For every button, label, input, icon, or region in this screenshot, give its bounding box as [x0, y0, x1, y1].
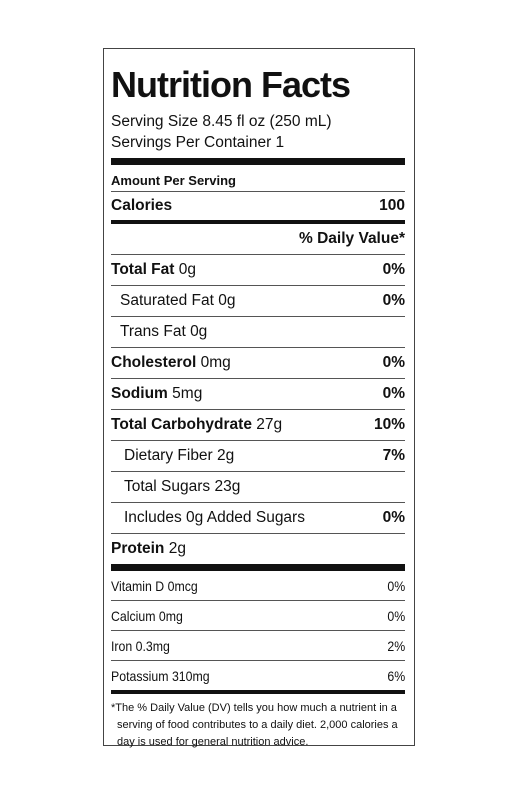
nutrient-dv: 10%	[373, 416, 405, 433]
footnote-line: serving of food contributes to a daily diet. 2,000 calories a	[117, 719, 398, 731]
vitamin-dv: 2%	[387, 637, 405, 654]
footnote	[111, 694, 405, 751]
nutrient-amount: 23g	[214, 478, 241, 495]
vitamin-dv: 0%	[387, 577, 405, 594]
nutrient-amount: 27g	[256, 416, 283, 433]
vitamin-row-iron	[111, 631, 405, 661]
nutrient-label: Trans Fat	[120, 323, 186, 340]
nutrient-dv: 0%	[382, 261, 405, 278]
daily-value-header-row	[111, 224, 405, 255]
nutrient-dv: 0%	[382, 354, 405, 371]
nutrient-row-added-sugars	[111, 503, 405, 534]
footnote-line: day is used for general nutrition advice.	[117, 736, 309, 748]
nutrient-row-cholesterol	[111, 348, 405, 379]
vitamin-label: Potassium 310mg	[111, 667, 210, 684]
nutrition-facts-panel	[103, 48, 415, 746]
calories-value: 100	[379, 197, 405, 214]
servings-per-container: Servings Per Container 1	[111, 134, 285, 151]
vitamin-label: Vitamin D 0mcg	[111, 577, 198, 594]
daily-value-header: % Daily Value*	[299, 230, 405, 247]
amount-per-serving-label: Amount Per Serving	[111, 172, 236, 188]
nutrient-amount: 0mg	[200, 354, 231, 371]
nutrient-amount: 5mg	[172, 385, 203, 402]
nutrient-label: Saturated Fat	[120, 292, 214, 309]
nutrient-label: Dietary Fiber	[124, 447, 213, 464]
nutrient-label: Sodium	[111, 385, 168, 402]
nutrient-amount: 2g	[168, 540, 186, 557]
nutrient-label: Total Fat	[111, 261, 175, 278]
nutrient-dv: 0%	[382, 385, 405, 402]
nutrient-row-dietary-fiber	[111, 441, 405, 472]
footnote-line: *The % Daily Value (DV) tells you how much a nutrient in a	[111, 702, 397, 714]
nutrient-dv: 0%	[382, 292, 405, 309]
vitamin-dv: 0%	[387, 607, 405, 624]
label-title: Nutrition Facts	[111, 64, 351, 105]
nutrient-row-saturated-fat	[111, 286, 405, 317]
nutrient-row-total-sugars	[111, 472, 405, 503]
vitamin-row-potassium	[111, 661, 405, 694]
nutrient-label: Includes 0g Added Sugars	[124, 509, 305, 526]
amount-per-serving-row	[111, 169, 405, 192]
nutrient-label: Cholesterol	[111, 354, 197, 371]
vitamin-row-vitamin-d	[111, 571, 405, 601]
serving-size: Serving Size 8.45 fl oz (250 mL)	[111, 113, 332, 130]
nutrient-amount: 0g	[218, 292, 236, 309]
vitamin-label: Iron 0.3mg	[111, 637, 170, 654]
nutrient-label: Protein	[111, 540, 165, 557]
nutrient-amount: 2g	[217, 447, 235, 464]
nutrient-dv: 0%	[382, 509, 405, 526]
calories-row	[111, 192, 405, 224]
vitamin-row-calcium	[111, 601, 405, 631]
nutrient-row-protein	[111, 534, 405, 564]
thick-divider	[111, 158, 405, 165]
thick-divider	[111, 564, 405, 571]
nutrient-amount: 0g	[190, 323, 208, 340]
nutrient-label: Total Carbohydrate	[111, 416, 252, 433]
nutrient-row-sodium	[111, 379, 405, 410]
nutrient-row-trans-fat	[111, 317, 405, 348]
nutrient-label: Total Sugars	[124, 478, 211, 495]
nutrient-row-total-carbohydrate	[111, 410, 405, 441]
nutrient-row-total-fat	[111, 255, 405, 286]
vitamin-dv: 6%	[387, 667, 405, 684]
nutrient-amount: 0g	[178, 261, 196, 278]
nutrient-dv: 7%	[382, 447, 405, 464]
calories-label: Calories	[111, 197, 173, 214]
vitamin-label: Calcium 0mg	[111, 607, 183, 624]
